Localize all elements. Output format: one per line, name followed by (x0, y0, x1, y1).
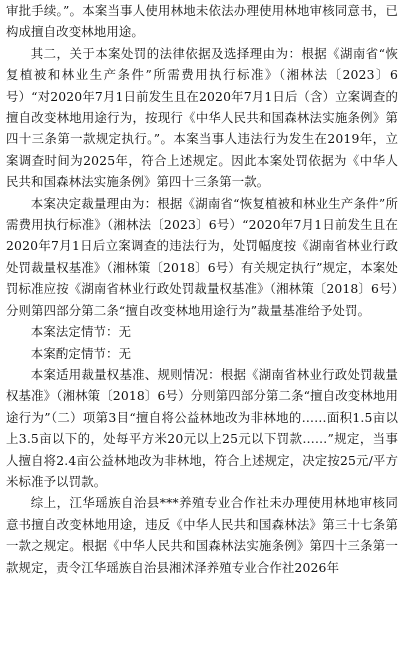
paragraph-applicable-standard: 本案适用裁量权基准、规则情况：根据《湖南省林业行政处罚裁量权基准》（湘林策〔2018〕6号）分则第四部分第二条“擅自改变林地用途行为”（二）项第3目“擅自将公益林地改为非林地的……面积1.5亩以上3.5亩以下的，处每平方米20元以上25元以下罚款……”规定，当事人擅自将2.4亩公益林地改为非林地，符合上述规定，决定按25元/平方米标准予以罚款。 (6, 366, 398, 489)
paragraph-continuation: 审批手续。”。本案当事人使用林地未依法办理使用林地审核同意书，已构成擅自改变林地用途。 (6, 3, 398, 40)
paragraph-discretion-reason: 本案决定裁量理由为：根据《湖南省“恢复植被和林业生产条件”所需费用执行标准》（湘林法〔2023〕6号）“2020年7月1日前发生且在2020年7月1日后立案调查的违法行为，处罚幅度按《湖南省林业行政处罚裁量权基准》（湘林策〔2018〕6号）有关规定执行”规定，本案处罚标准应按《湖南省林业行政处罚裁量权基准》（湘林策〔2018〕6号）分则第四部分第二条“擅自改变林地用途行为”裁量基准给予处罚。 (6, 195, 398, 318)
paragraph-discretionary-circumstances: 本案酌定情节：无 (30, 345, 132, 361)
paragraph-conclusion: 综上，江华瑶族自治县***养殖专业合作社未办理使用林地审核同意书擅自改变林地用途，违反《中华人民共和国森林法》第三十七条第一款之规定。根据《中华人民共和国森林法实施条例》第四十三条第一款规定，责令江华瑶族自治县湘沭泽养殖专业合作社2026年 (6, 495, 398, 575)
paragraph-legal-basis: 其二，关于本案处罚的法律依据及选择理由为：根据《湖南省“恢复植被和林业生产条件”所需费用执行标准》（湘林法〔2023〕6号）“对2020年7月1日前发生且在2020年7月1日后（含）立案调查的擅自改变林地用途行为，按现行《中华人民共和国森林法实施条例》第四十三条第一款规定执行。”。本案当事人违法行为发生在2019年，立案调查时间为2025年，符合上述规定。因此本案处罚依据为《中华人民共和国森林法实施条例》第四十三条第一款。 (6, 45, 398, 190)
paragraph-statutory-circumstances: 本案法定情节：无 (30, 324, 132, 340)
